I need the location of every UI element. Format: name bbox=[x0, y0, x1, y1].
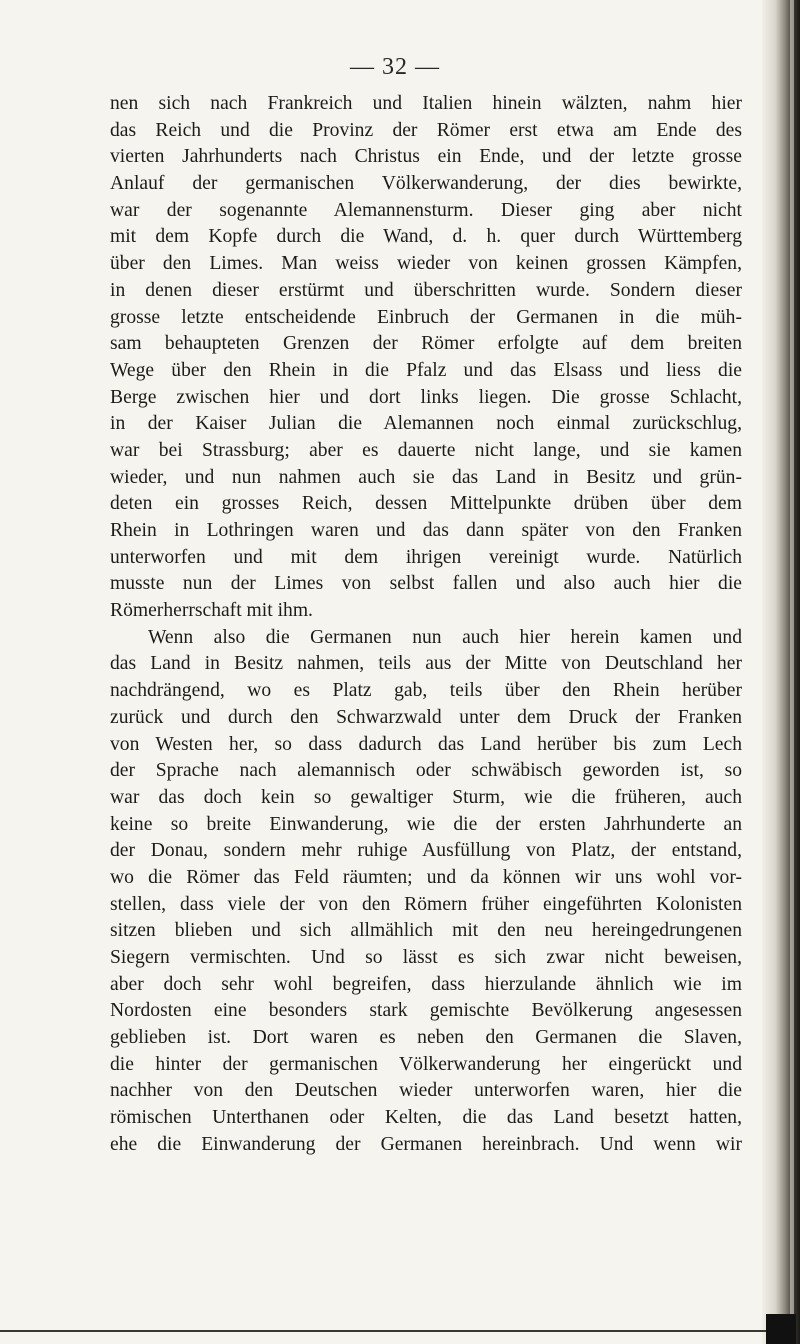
text-line: vierten Jahrhunderts nach Christus ein Ende, und der letzte grosse bbox=[110, 146, 742, 168]
text-line: wo die Römer das Feld räumten; und da können wir uns wohl vor- bbox=[110, 866, 742, 888]
scan-bottom-rule bbox=[0, 1330, 790, 1332]
text-line: Wege über den Rhein in die Pfalz und das Elsass und liess die bbox=[110, 359, 742, 381]
text-line: nen sich nach Frankreich und Italien hinein wälzten, nahm hier bbox=[110, 93, 742, 114]
text-line: römischen Unterthanen oder Kelten, die das Land besetzt hatten, bbox=[110, 1107, 742, 1129]
text-line: Nordosten eine besonders stark gemischte Bevölkerung angesessen bbox=[110, 1000, 742, 1022]
text-line: Berge zwischen hier und dort links liegen. Die grosse Schlacht, bbox=[110, 386, 742, 408]
text-line: ehe die Einwanderung der Germanen hereinbrach. Und wenn wir bbox=[110, 1133, 742, 1155]
text-line: der Donau, sondern mehr ruhige Ausfüllung von Platz, der entstand, bbox=[110, 840, 742, 862]
page-number: — 32 — bbox=[350, 54, 440, 80]
text-line: Anlauf der germanischen Völkerwanderung, der dies bewirkte, bbox=[110, 173, 742, 195]
text-line: über den Limes. Man weiss wieder von keinen grossen Kämpfen, bbox=[110, 253, 742, 275]
text-line: das Reich und die Provinz der Römer erst etwa am Ende des bbox=[110, 119, 742, 141]
text-line: die hinter der germanischen Völkerwanderung her eingerückt und bbox=[110, 1053, 742, 1075]
text-line: musste nun der Limes von selbst fallen und also auch hier die bbox=[110, 573, 742, 595]
text-line: Siegern vermischten. Und so lässt es sich zwar nicht beweisen, bbox=[110, 947, 742, 968]
text-line: war bei Strassburg; aber es dauerte nicht lange, und sie kamen bbox=[110, 439, 742, 461]
paragraph-start-line: Wenn also die Germanen nun auch hier herein kamen und bbox=[148, 626, 742, 648]
text-line: sam behaupteten Grenzen der Römer erfolgte auf dem breiten bbox=[110, 333, 742, 355]
text-line: wieder, und nun nahmen auch sie das Land in Besitz und grün- bbox=[110, 466, 742, 488]
text-line: in denen dieser erstürmt und überschritten wurde. Sondern dieser bbox=[110, 279, 742, 301]
body-text bbox=[110, 91, 742, 1159]
text-line: von Westen her, so dass dadurch das Land herüber bis zum Lech bbox=[110, 733, 742, 755]
text-line: unterworfen und mit dem ihrigen vereinigt wurde. Natürlich bbox=[110, 546, 742, 568]
text-line: grosse letzte entscheidende Einbruch der Germanen in die müh- bbox=[110, 306, 742, 328]
text-line: sitzen blieben und sich allmählich mit den neu hereingedrungenen bbox=[110, 920, 742, 942]
paragraph-end-line: Römerherrschaft mit ihm. bbox=[110, 600, 313, 622]
text-line: nachher von den Deutschen wieder unterworfen waren, hier die bbox=[110, 1080, 742, 1102]
text-line: Rhein in Lothringen waren und das dann später von den Franken bbox=[110, 520, 742, 541]
binding-edge bbox=[762, 0, 800, 1344]
text-line: in der Kaiser Julian die Alemannen noch einmal zurückschlug, bbox=[110, 413, 742, 435]
text-line: geblieben ist. Dort waren es neben den Germanen die Slaven, bbox=[110, 1027, 742, 1049]
text-line: mit dem Kopfe durch die Wand, d. h. quer durch Württemberg bbox=[110, 226, 742, 248]
text-line: das Land in Besitz nahmen, teils aus der Mitte von Deutschland her bbox=[110, 653, 742, 675]
scan-corner-mark bbox=[766, 1314, 796, 1344]
text-line: stellen, dass viele der von den Römern früher eingeführten Kolonisten bbox=[110, 893, 742, 915]
binding-edge-highlight bbox=[790, 0, 794, 1344]
text-line: zurück und durch den Schwarzwald unter dem Druck der Franken bbox=[110, 706, 742, 728]
text-line: der Sprache nach alemannisch oder schwäbisch geworden ist, so bbox=[110, 760, 742, 782]
text-line: war das doch kein so gewaltiger Sturm, wie die früheren, auch bbox=[110, 786, 742, 808]
text-line: keine so breite Einwanderung, wie die der ersten Jahrhunderte an bbox=[110, 813, 742, 835]
text-line: aber doch sehr wohl begreifen, dass hierzulande ähnlich wie im bbox=[110, 973, 742, 995]
text-line: nachdrängend, wo es Platz gab, teils über den Rhein herüber bbox=[110, 680, 742, 702]
text-line: war der sogenannte Alemannensturm. Dieser ging aber nicht bbox=[110, 199, 742, 221]
text-line: deten ein grosses Reich, dessen Mittelpunkte drüben über dem bbox=[110, 493, 742, 515]
